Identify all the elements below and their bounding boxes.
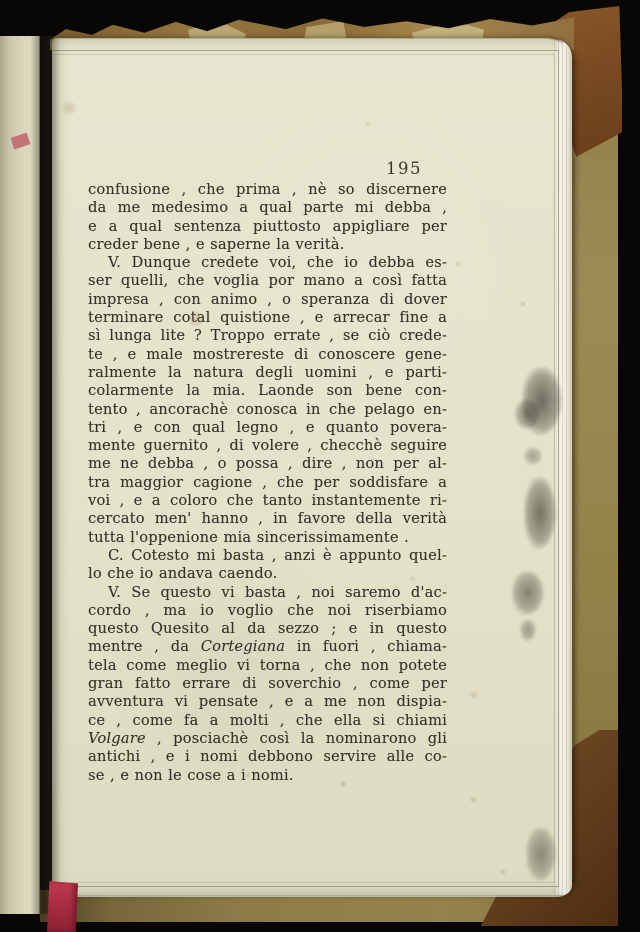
book-page <box>52 38 572 895</box>
text-line <box>88 419 447 437</box>
text-segment: , posciachè così la nominarono gli <box>145 729 447 747</box>
text-block <box>88 181 447 785</box>
text-line <box>88 309 447 327</box>
text-segment: V. Dunque credete voi, che io debba es- <box>108 254 447 272</box>
text-line <box>88 730 447 748</box>
text-segment: se , e non le cose a i nomi. <box>88 766 294 784</box>
text-segment: ser quelli, che voglia por mano a così fatta <box>88 272 447 290</box>
ink-stain <box>526 827 556 881</box>
text-segment: confusione , che prima , nè so discernere <box>88 181 447 198</box>
foxing-spot <box>470 691 478 699</box>
text-segment: me ne debba , o possa , dire , non per al- <box>88 455 447 473</box>
foxing-spot <box>402 369 407 374</box>
text-segment: mentre , da <box>88 638 201 656</box>
text-line <box>88 327 447 345</box>
bookmark-ribbon <box>47 881 78 932</box>
foxing-spot <box>340 781 346 787</box>
text-line <box>88 712 447 730</box>
text-segment: cordo , ma io voglio che noi riserbiamo <box>88 601 447 619</box>
text-line <box>88 657 447 675</box>
text-segment: impresa , con animo , o speranza di dover <box>88 290 447 308</box>
text-line <box>88 565 447 583</box>
text-segment: ralmente la natura degli uomini , e parti- <box>88 363 447 381</box>
text-line <box>88 254 447 272</box>
text-line <box>88 199 447 217</box>
text-segment: tri , e con qual legno , e quanto povera- <box>88 418 447 436</box>
text-segment: in fuori , chiama- <box>285 638 447 656</box>
text-line <box>88 236 447 254</box>
foxing-spot <box>130 541 135 546</box>
ink-stain <box>520 619 536 641</box>
text-line <box>88 748 447 766</box>
text-segment: sì lunga lite ? Troppo errate , se ciò crede- <box>88 327 447 345</box>
text-line <box>88 675 447 693</box>
text-line <box>88 437 447 455</box>
text-line <box>88 272 447 290</box>
foxing-spot <box>410 576 415 581</box>
text-line <box>88 474 447 492</box>
ink-stain <box>524 477 556 549</box>
foxing-spot <box>210 641 215 646</box>
ink-stain <box>524 447 542 465</box>
text-segment: gran fatto errare di soverchio , come per <box>88 675 447 693</box>
text-line <box>88 181 447 199</box>
foxing-spot <box>470 796 477 803</box>
text-line <box>88 693 447 711</box>
text-line <box>88 401 447 419</box>
text-segment: questo Quesito al da sezzo ; e in questo <box>88 620 447 638</box>
text-line <box>88 346 447 364</box>
text-line <box>88 510 447 528</box>
text-line <box>88 492 447 510</box>
text-segment: cercato men' hanno , in favore della verità <box>88 510 447 528</box>
text-line <box>88 382 447 400</box>
page-number: 195 <box>386 159 422 178</box>
text-segment: V. Se questo vi basta , noi saremo d'ac- <box>108 583 447 601</box>
foxing-spot <box>455 261 461 267</box>
text-segment: creder bene , e saperne la verità. <box>88 235 345 253</box>
text-line <box>88 767 447 785</box>
text-segment: avventura vi pensate , e a me non dispia- <box>88 693 447 711</box>
text-segment: da me medesimo a qual parte mi debba , <box>88 199 447 217</box>
foxing-spot <box>520 301 526 307</box>
text-segment: tento , ancorachè conosca in che pelago en- <box>88 400 447 418</box>
text-line <box>88 529 447 547</box>
text-line <box>88 620 447 638</box>
text-line <box>88 547 447 565</box>
foxing-spot <box>292 499 297 504</box>
text-segment: ce , come fa a molti , che ella si chiami <box>88 711 447 729</box>
text-segment: antichi , e i nomi debbono servire alle co- <box>88 748 447 766</box>
text-segment: C. Cotesto mi basta , anzi è appunto quel- <box>108 546 447 564</box>
page-fore-edge <box>554 39 572 895</box>
text-segment: lo che io andava caendo. <box>88 565 278 583</box>
text-segment: mente guernito , di volere , checchè seguire <box>88 437 447 455</box>
text-line <box>88 364 447 382</box>
text-segment: tela come meglio vi torna , che non potete <box>88 656 447 674</box>
foxing-spot <box>188 311 204 327</box>
ink-stain <box>512 571 544 615</box>
foxing-spot <box>62 101 76 115</box>
text-segment: colarmente la mia. Laonde son bene con- <box>88 382 447 400</box>
foxing-spot <box>365 121 370 126</box>
text-line <box>88 584 447 602</box>
text-segment: tutta l'oppenione mia sincerissimamente . <box>88 528 409 546</box>
italic-word: Cortegiana <box>200 638 286 656</box>
foxing-spot <box>245 773 250 778</box>
text-line <box>88 291 447 309</box>
text-segment: tra maggior cagione , che per soddisfare a <box>88 473 447 491</box>
text-line <box>88 638 447 656</box>
text-line <box>88 602 447 620</box>
text-line <box>88 218 447 236</box>
text-segment: voi , e a coloro che tanto instantemente ri- <box>88 492 447 510</box>
foxing-spot <box>500 869 506 875</box>
text-segment: te , e male mostrereste di conoscere gene- <box>88 345 447 363</box>
text-segment: terminare cotal quistione , e arrecar fine a <box>88 309 447 327</box>
text-line <box>88 455 447 473</box>
italic-word: Volgare <box>88 729 146 747</box>
text-segment: e a qual sentenza piuttosto appigliare per <box>88 217 447 235</box>
facing-page-edge <box>0 36 40 914</box>
